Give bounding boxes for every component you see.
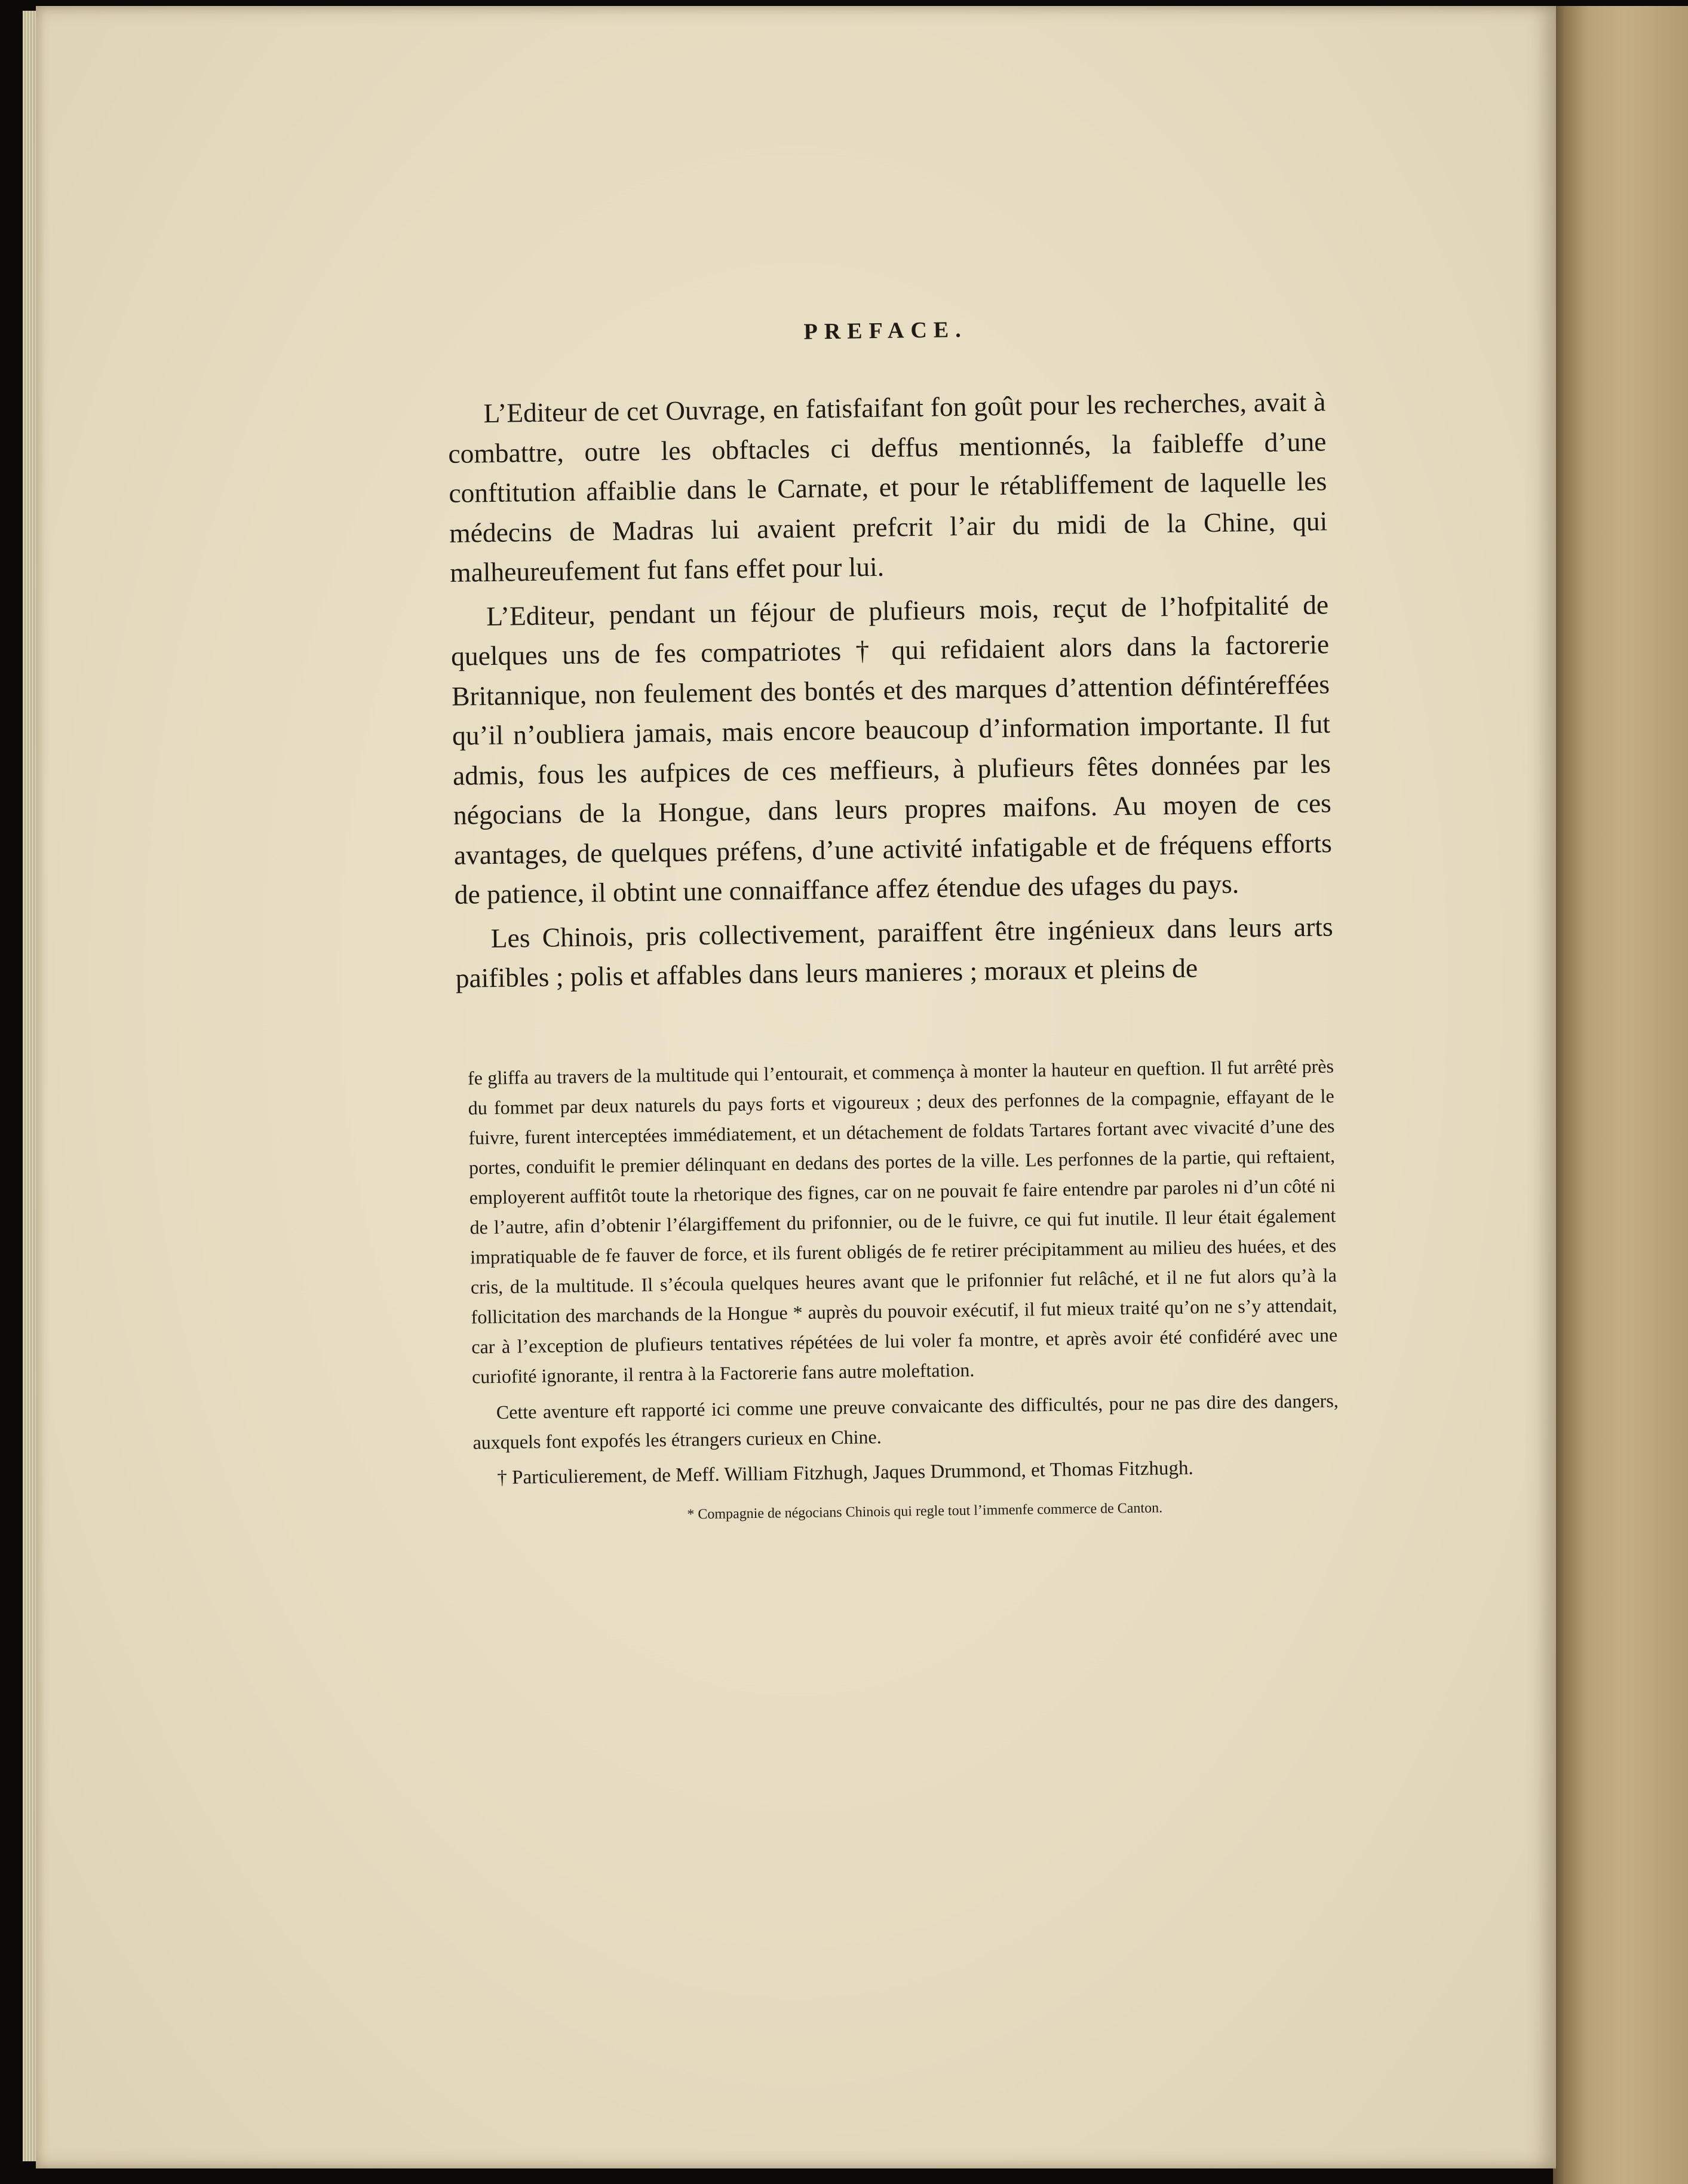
footnotes [468,1051,1340,1532]
footnote-continuation: fe gliffa au travers de la multitude qui l’entourait, et commença à monter la hauteur en queftion. Il fut arrêté près du fommet par deux naturels du pays forts et vigoureux ; deux des perfonnes de la compagnie, effayant de le fuivre, furent interceptées immédiatement, et un détachement de foldats Tartares fortant avec vivacité d’une des portes, conduifit le premier délinquant en dedans des portes de la ville. Les perfonnes de la partie, qui reftaient, employerent auffitôt toute la rhetorique des fignes, car on ne pouvait fe faire entendre par paroles ni d’un côté ni de l’autre, afin d’obtenir l’élargiffement du prifonnier, ou de le fuivre, ce qui fut inutile. Il leur était également impratiquable de fe fauver de force, et ils furent obligés de fe retirer précipitamment au milieu des huées, et des cris, de la multitude. Il s’écoula quelques heures avant que le prifonnier fut relâché, et il ne fut alors qu’à la follicitation des marchands de la Hongue * auprès du pouvoir exécutif, il fut mieux traité qu’on ne s’y attendait, car à l’exception de plufieurs tentatives répétées de lui voler fa montre, et après avoir été confidéré avec une curiofité ignorante, il rentra à la Factorerie fans autre moleftation. [467,1055,1338,1388]
page-text-block [442,0,1339,1523]
main-text [447,382,1334,1002]
paragraph-editeur-sejour: L’Editeur, pendant un féjour de plufieurs mois, reçut de l’hofpitalité de quelques uns de fes compatriotes † qui refidaient alors dans la factorerie Britannique, non feulement des bontés et des marques d’attention défintéreffées qu’il n’oubliera jamais, mais encore beaucoup d’information importante. Il fut admis, fous les aufpices de ces meffieurs, à plufieurs fêtes données par les négocians de la Hongue, dans leurs propres maifons. Au moyen de ces avantages, de quelques préfens, d’une activité infatigable et de fréquens efforts de patience, il obtint une connaiffance affez étendue des ufages du pays. [450,588,1333,910]
paragraph-chinois: Les Chinois, pris collectivement, paraiffent être ingénieux dans leurs arts paifibles ; polis et affables dans leurs manieres ; moraux et pleins de [455,910,1334,993]
paragraph-editeur-health: L’Editeur de cet Ouvrage, en fatisfaifant fon goût pour les recherches, avait à combattre, outre les obftacles ci deffus mentionnés, la faibleffe d’une conftitution affaiblie dans le Carnate, et pour le rétabliffement de laquelle les médecins de Madras lui avaient prefcrit l’air du midi de la Chine, qui malheureufement fut fans effet pour lui. [448,386,1328,588]
book-page [36,6,1556,2168]
footnote-dagger: † Particulierement, de Meff. William Fitzhugh, Jaques Drummond, et Thomas Fitzhugh. [497,1457,1193,1489]
footnote-star: * Compagnie de négocians Chinois qui regle tout l’immenfe commerce de Canton. [687,1500,1163,1523]
page-title: PREFACE. [803,317,968,345]
book-next-page-edge [1553,6,1688,2184]
footnote-aventure: Cette aventure eft rapporté ici comme une preuve convaicante des difficultés, pour ne pas dire des dangers, auxquels font expofés les étrangers curieux en Chine. [472,1389,1339,1453]
